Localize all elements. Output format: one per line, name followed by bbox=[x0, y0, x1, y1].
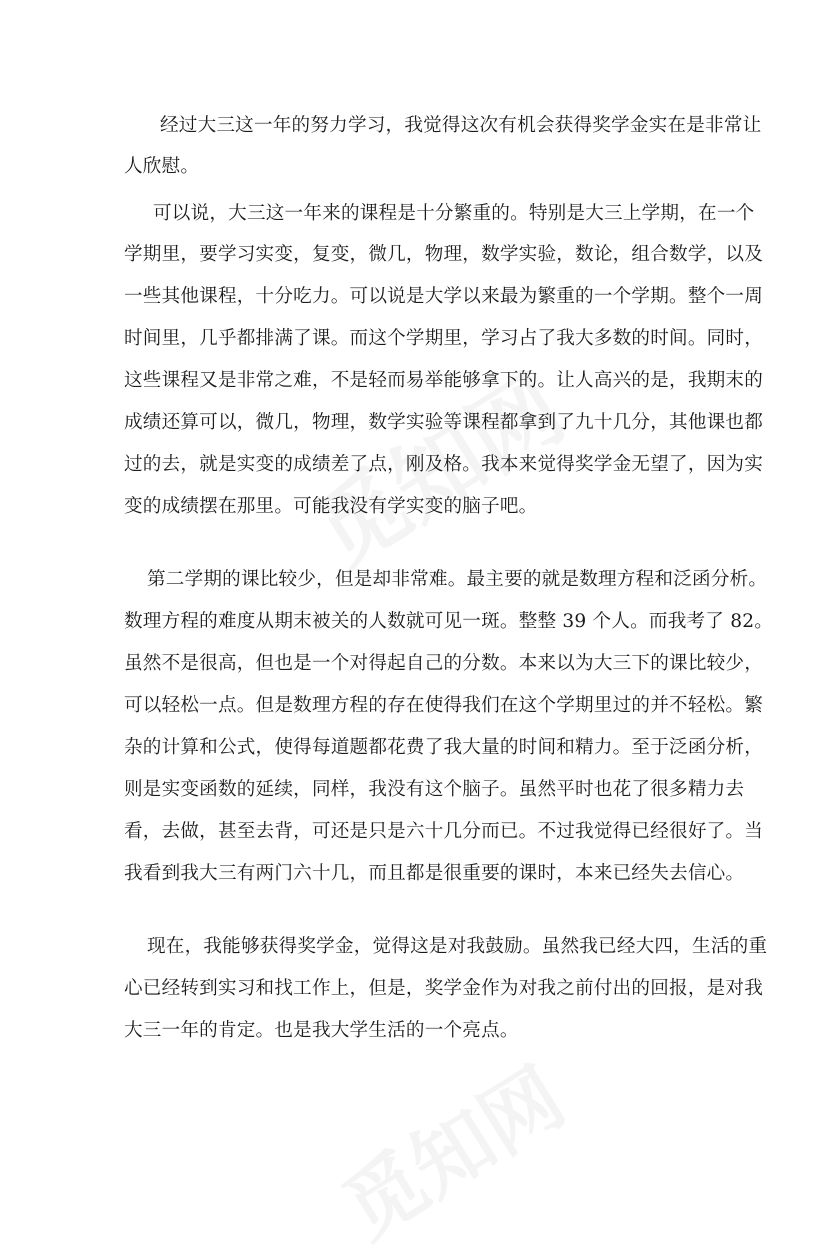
paragraph-3-line-4: 可以轻松一点。但是数理方程的存在使得我们在这个学期里过的并不轻松。繁 bbox=[124, 695, 763, 716]
paragraph-3-line-7: 看，去做，甚至去背，可还是只是六十几分而已。不过我觉得已经很好了。当 bbox=[124, 821, 763, 842]
watermark-bottom bbox=[318, 1035, 582, 1260]
paragraph-2-line-8: 变的成绩摆在那里。可能我没有学实变的脑子吧。 bbox=[124, 496, 538, 517]
paragraph-2-line-6: 成绩还算可以，微几，物理，数学实验等课程都拿到了九十几分，其他课也都 bbox=[124, 412, 763, 433]
paragraph-2-line-7: 过的去，就是实变的成绩差了点，刚及格。我本来觉得奖学金无望了，因为实 bbox=[124, 454, 763, 475]
paragraph-2-line-3: 一些其他课程，十分吃力。可以说是大学以来最为繁重的一个学期。整个一周 bbox=[124, 286, 763, 307]
paragraph-3-line-2: 数理方程的难度从期末被关的人数就可见一斑。整整 39 个人。而我考了 82。 bbox=[124, 611, 774, 632]
paragraph-3-line-6: 则是实变函数的延续，同样，我没有这个脑子。虽然平时也花了很多精力去 bbox=[124, 779, 745, 800]
paragraph-3-line-8: 我看到我大三有两门六十几，而且都是很重要的课时，本来已经失去信心。 bbox=[124, 863, 745, 884]
paragraph-3-line-1: 第二学期的课比较少，但是却非常难。最主要的就是数理方程和泛函分析。 bbox=[147, 569, 768, 590]
paragraph-2-line-4: 时间里，几乎都排满了课。而这个学期里，学习占了我大多数的时间。同时， bbox=[124, 328, 763, 349]
paragraph-3-line-5: 杂的计算和公式，使得每道题都花费了我大量的时间和精力。至于泛函分析， bbox=[124, 737, 763, 758]
paragraph-4-line-3: 大三一年的肯定。也是我大学生活的一个亮点。 bbox=[124, 1020, 519, 1041]
paragraph-4-line-2: 心已经转到实习和找工作上，但是，奖学金作为对我之前付出的回报，是对我 bbox=[124, 978, 763, 999]
paragraph-1-line-1: 经过大三这一年的努力学习，我觉得这次有机会获得奖学金实在是非常让 bbox=[160, 115, 762, 136]
paragraph-2-line-1: 可以说，大三这一年来的课程是十分繁重的。特别是大三上学期，在一个 bbox=[153, 203, 755, 224]
paragraph-2-line-5: 这些课程又是非常之难，不是轻而易举能够拿下的。让人高兴的是，我期末的 bbox=[124, 370, 763, 391]
paragraph-1-line-2: 人欣慰。 bbox=[124, 156, 200, 177]
paragraph-3-line-3: 虽然不是很高，但也是一个对得起自己的分数。本来以为大三下的课比较少， bbox=[124, 653, 763, 674]
paragraph-4-line-1: 现在，我能够获得奖学金，觉得这是对我鼓励。虽然我已经大四，生活的重 bbox=[147, 936, 768, 957]
paragraph-2-line-2: 学期里，要学习实变，复变，微几，物理，数学实验，数论，组合数学，以及 bbox=[124, 244, 763, 265]
